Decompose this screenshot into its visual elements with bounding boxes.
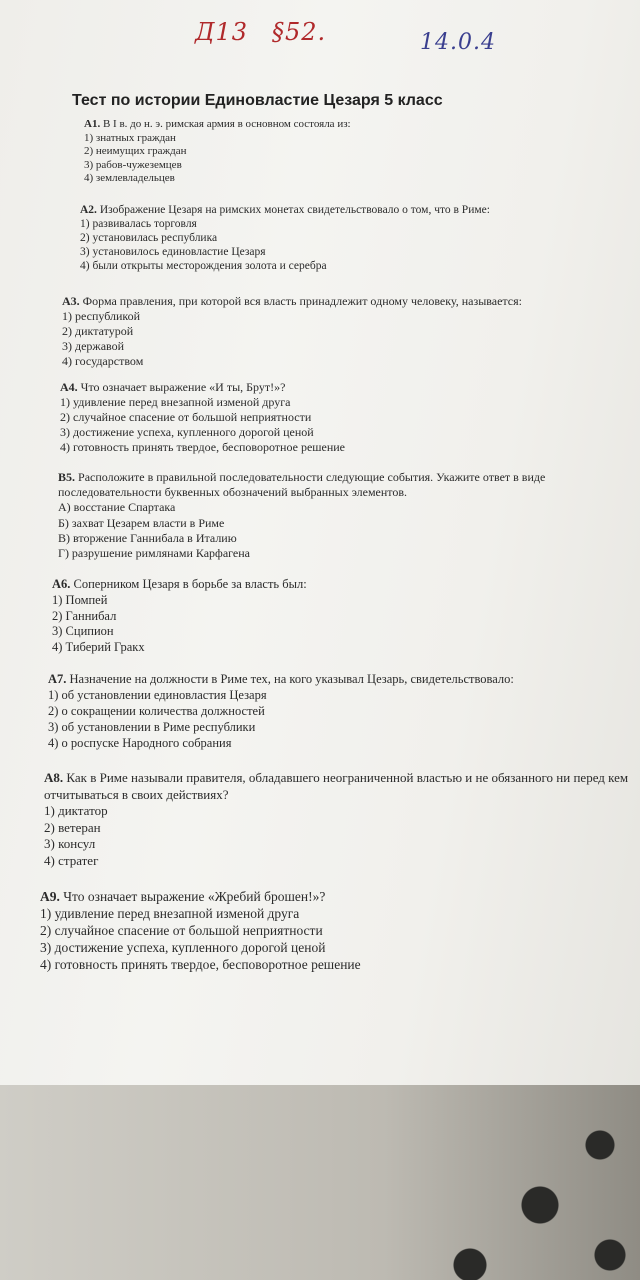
- question-a7: [48, 671, 628, 751]
- answer-option: 1) развивалась торговля: [80, 218, 197, 230]
- answer-option: 3) об установлении в Риме республики: [48, 720, 256, 734]
- answer-option: 1) удивление перед внезапной изменой друга: [60, 395, 291, 409]
- question-header: А7. Назначение на должности в Риме тех, на кого указывал Цезарь, свидетельствовало:: [48, 672, 514, 686]
- answer-option: 1) республикой: [62, 309, 141, 323]
- answer-option: 4) готовность принять твердое, бесповоротное решение: [40, 957, 361, 972]
- question-header: А6. Соперником Цезаря в борьбе за власть был:: [52, 577, 307, 591]
- question-header: А4. Что означает выражение «И ты, Брут!»?: [60, 380, 286, 394]
- page-title: Тест по истории Единовластие Цезаря 5 класс: [72, 92, 443, 109]
- answer-option: 1) Помпей: [52, 592, 108, 607]
- answer-option: 1) удивление перед внезапной изменой друга: [40, 906, 300, 921]
- answer-option: А) восстание Спартака: [58, 500, 176, 515]
- answer-option: 2) ветеран: [44, 819, 101, 835]
- answer-option: 2) диктатурой: [62, 324, 134, 338]
- question-header: А9. Что означает выражение «Жребий брошен!»?: [40, 889, 326, 904]
- question-a3: [62, 294, 622, 369]
- answer-option: 3) достижение успеха, купленного дорогой ценой: [40, 940, 326, 955]
- answer-option: 4) стратег: [44, 852, 99, 868]
- answer-option: 3) установилось единовластие Цезаря: [80, 246, 266, 258]
- handwritten-date: 14.0.4: [420, 30, 496, 55]
- handwritten-paragraph: §52.: [272, 18, 327, 46]
- answer-option: Б) захват Цезарем власти в Риме: [58, 515, 225, 530]
- question-a8: [44, 770, 634, 869]
- answer-option: 1) диктатор: [44, 803, 108, 818]
- question-header: В5. Расположите в правильной последовательности следующие события. Укажите ответ в виде последовательности буквенных обозначений выбранных элементов.: [58, 470, 546, 500]
- answer-option: 1) знатных граждан: [84, 131, 176, 144]
- answer-option: 3) достижение успеха, купленного дорогой ценой: [60, 425, 314, 439]
- answer-option: 2) неимущих граждан: [84, 145, 187, 157]
- answer-option: 3) Сципион: [52, 624, 114, 639]
- answer-option: 4) государством: [62, 354, 144, 368]
- question-a2: [80, 203, 620, 273]
- answer-option: 2) установилась республика: [80, 232, 218, 244]
- answer-option: 4) Тиберий Гракх: [52, 640, 145, 655]
- answer-option: 2) о сокращении количества должностей: [48, 704, 265, 718]
- answer-option: 3) консул: [44, 836, 96, 851]
- answer-option: 4) о роспуске Народного собрания: [48, 736, 232, 750]
- answer-option: В) вторжение Ганнибала в Италию: [58, 530, 237, 545]
- answer-option: 3) рабов-чужеземцев: [84, 158, 182, 171]
- question-b5: [58, 470, 618, 561]
- answer-option: 3) державой: [62, 339, 125, 353]
- question-header: А3. Форма правления, при которой вся власть принадлежит одному человеку, называется:: [62, 294, 522, 308]
- answer-option: 1) об установлении единовластия Цезаря: [48, 688, 267, 702]
- handwritten-mark: Д13: [195, 18, 249, 46]
- question-header: А1. В I в. до н. э. римская армия в основном состояла из:: [84, 118, 351, 130]
- answer-option: 2) Ганнибал: [52, 608, 117, 623]
- answer-option: 4) готовность принять твердое, бесповоротное решение: [60, 440, 346, 454]
- question-a6: [52, 577, 612, 656]
- question-a4: [60, 380, 620, 455]
- answer-option: 4) землевладельцев: [84, 172, 175, 184]
- question-header: А2. Изображение Цезаря на римских монетах свидетельствовало о том, что в Риме:: [80, 204, 490, 216]
- answer-option: 2) случайное спасение от большой неприятности: [60, 410, 312, 424]
- answer-option: 2) случайное спасение от большой неприятности: [40, 923, 323, 938]
- answer-option: 4) были открыты месторождения золота и серебра: [80, 260, 327, 272]
- background-fabric: [0, 1085, 640, 1280]
- question-header: А8. Как в Риме называли правителя, обладавшего неограниченной властью и не обязанного ни перед кем отчитываться в своих действиях?: [44, 770, 629, 802]
- question-a1: [84, 118, 554, 186]
- answer-option: Г) разрушение римлянами Карфагена: [58, 546, 250, 561]
- question-a9: [40, 888, 630, 973]
